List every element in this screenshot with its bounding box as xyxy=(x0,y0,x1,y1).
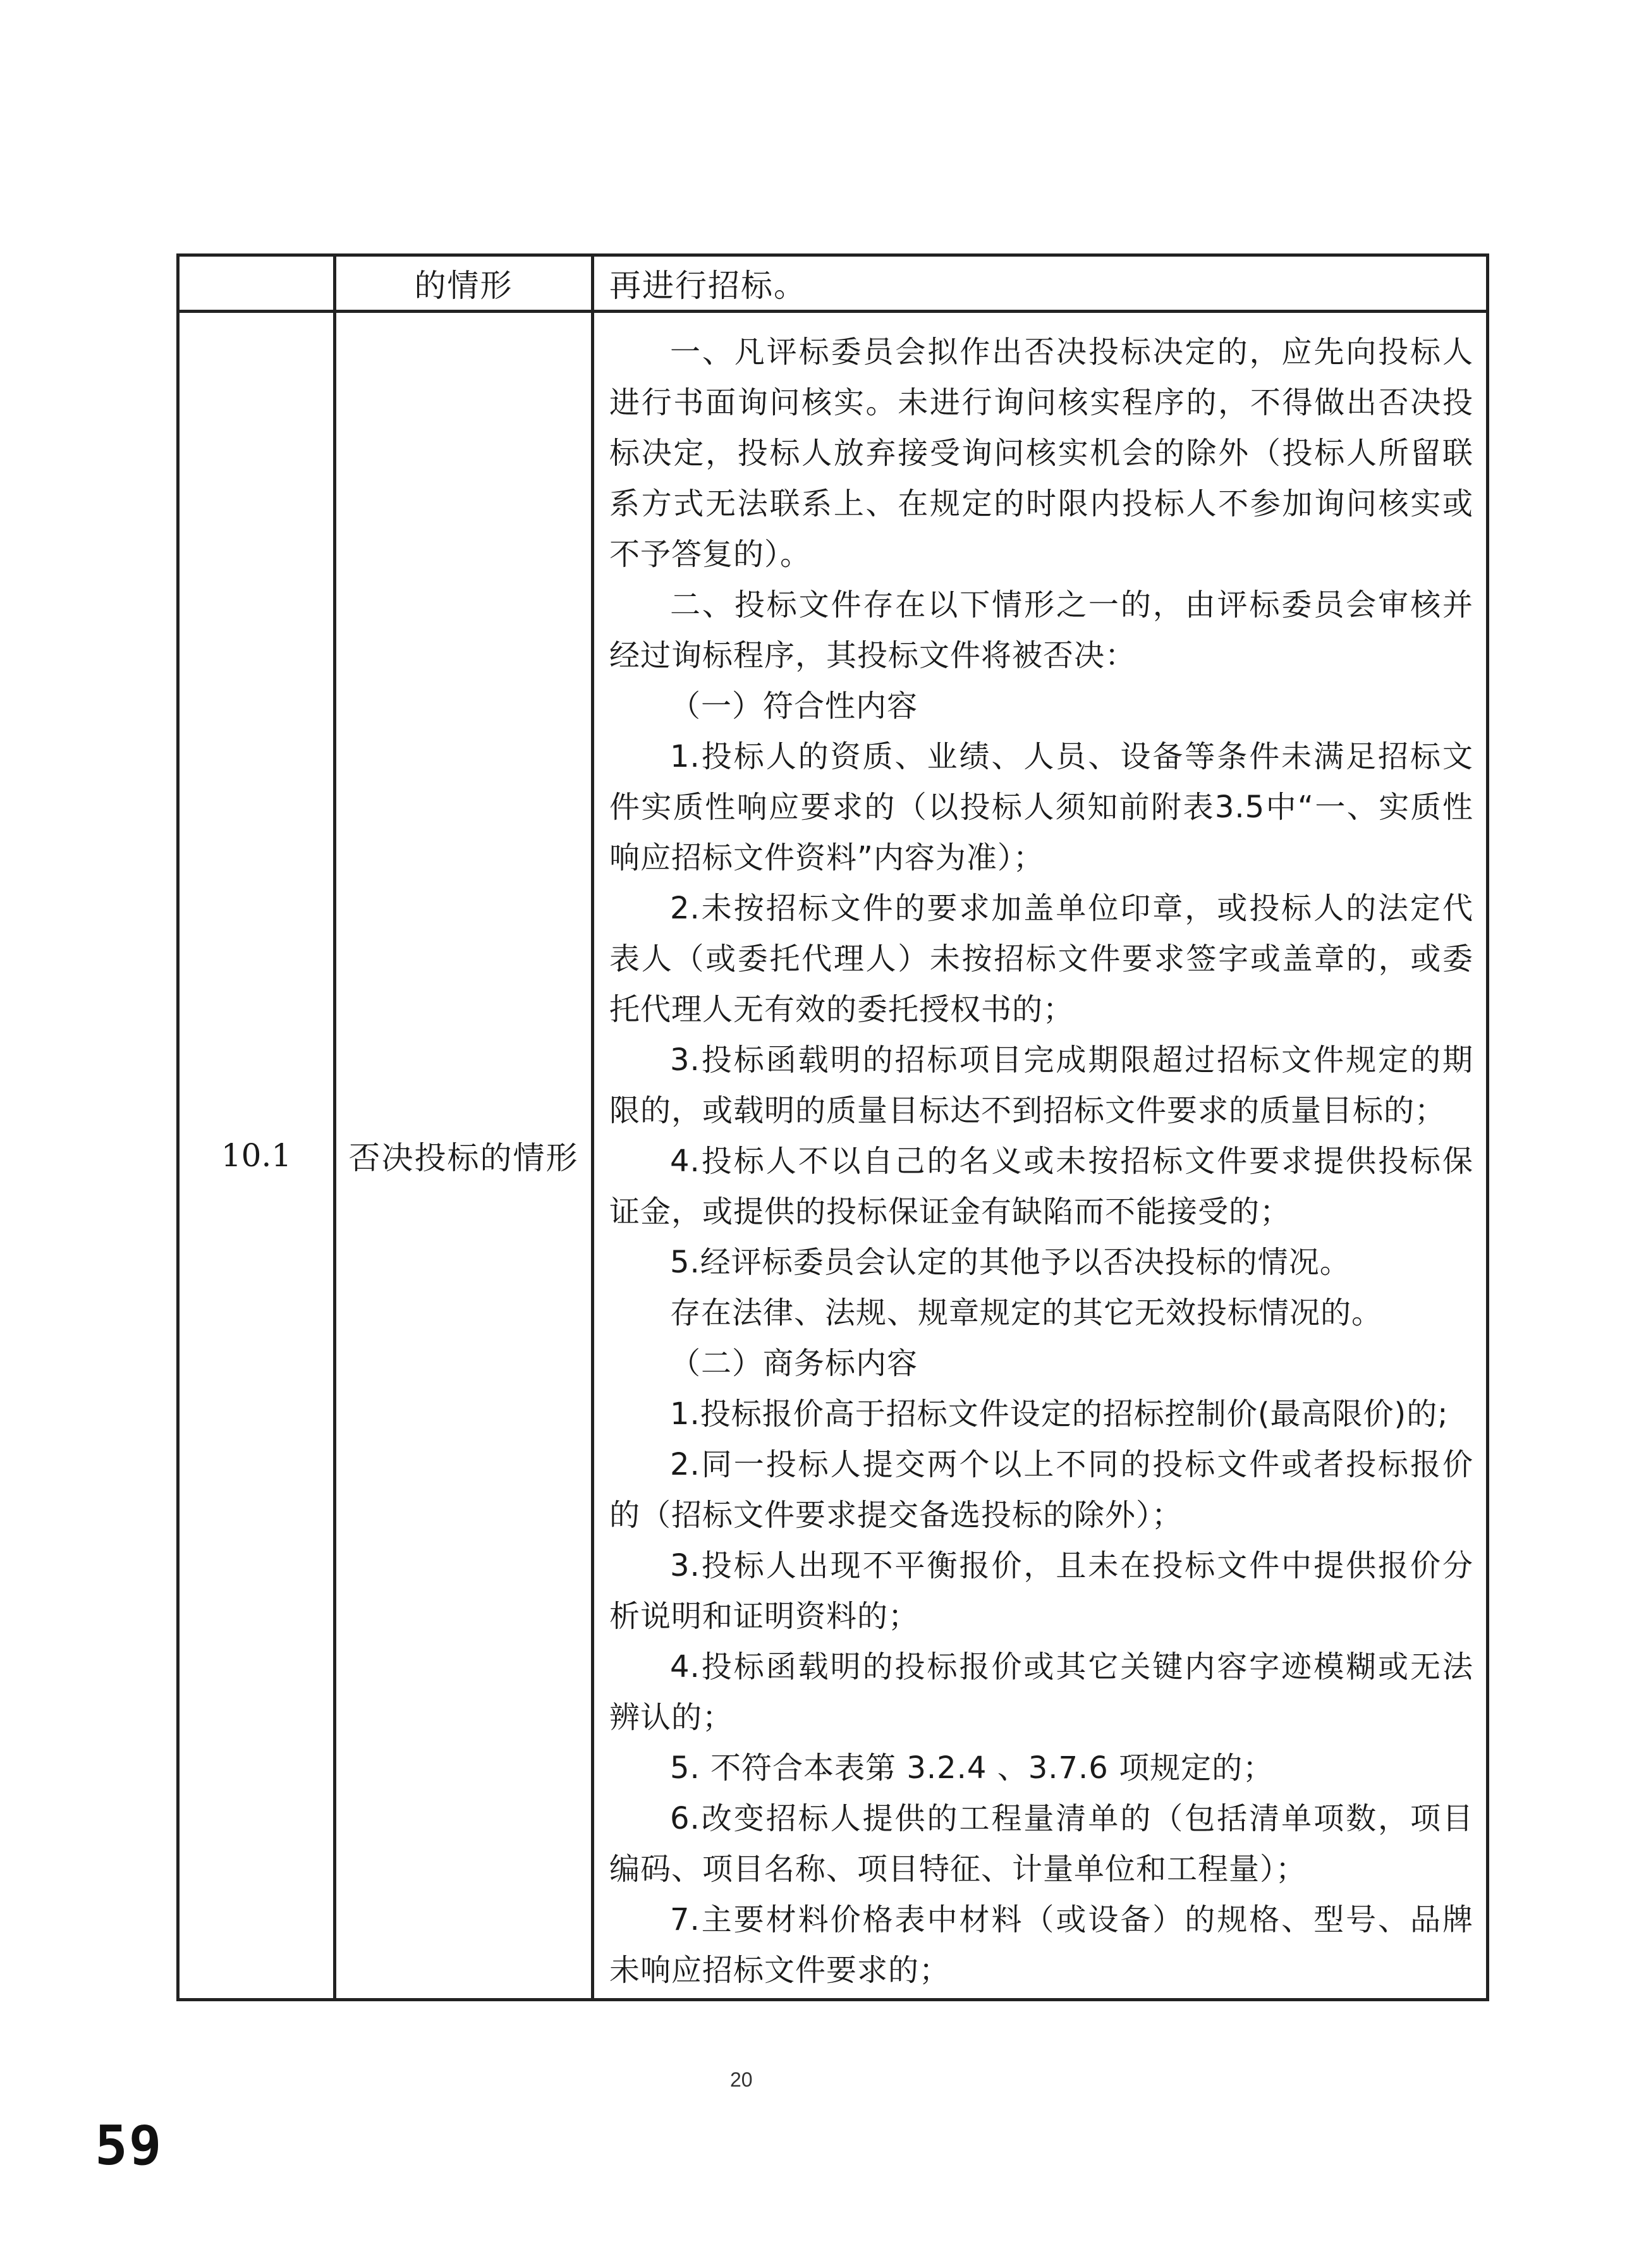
table-row xyxy=(178,312,1488,2000)
stamped-page-number: 59 xyxy=(95,2114,163,2178)
list-item: 1.投标报价高于招标文件设定的招标控制价(最高限价)的; xyxy=(670,1396,1449,1432)
section-heading: （二）商务标内容 xyxy=(670,1346,918,1381)
paragraph: 一、凡评标委员会拟作出否决投标决定的，应先向投标人进行书面询问核实。未进行询问核实程序的，不得做出否决投标决定，投标人放弃接受询问核实机会的除外（投标人所留联系方式无法联系上、在规定的时限内投标人不参加询问核实或不予答复的）。 xyxy=(609,334,1473,572)
page-number: 20 xyxy=(730,2068,753,2091)
clause-number-cell xyxy=(178,255,335,312)
paragraph: 存在法律、法规、规章规定的其它无效投标情况的。 xyxy=(670,1295,1383,1331)
list-item: 3.投标函载明的招标项目完成期限超过招标文件规定的期限的，或载明的质量目标达不到招标文件要求的质量目标的； xyxy=(609,1042,1473,1128)
bid-rejection-table xyxy=(176,253,1489,2001)
list-item: 4.投标函载明的投标报价或其它关键内容字迹模糊或无法辨认的； xyxy=(609,1649,1473,1735)
list-item: 1.投标人的资质、业绩、人员、设备等条件未满足招标文件实质性响应要求的（以投标人须知前附表3.5中“一、实质性响应招标文件资料”内容为准）； xyxy=(609,739,1473,875)
list-item: 2.同一投标人提交两个以上不同的投标文件或者投标报价的（招标文件要求提交备选投标的除外）； xyxy=(609,1447,1473,1533)
list-item: 2.未按招标文件的要求加盖单位印章，或投标人的法定代表人（或委托代理人）未按招标文件要求签字或盖章的，或委托代理人无有效的委托授权书的； xyxy=(609,891,1473,1027)
clause-content-cell xyxy=(593,312,1488,2000)
clause-number-cell: 10.1 xyxy=(178,312,335,2000)
list-item: 7.主要材料价格表中材料（或设备）的规格、型号、品牌未响应招标文件要求的； xyxy=(609,1902,1473,1988)
list-item: 5.经评标委员会认定的其他予以否决投标的情况。 xyxy=(670,1245,1351,1280)
table-row xyxy=(178,255,1488,312)
clause-content-cell: 再进行招标。 xyxy=(593,255,1488,312)
paragraph: 二、投标文件存在以下情形之一的，由评标委员会审核并经过询标程序，其投标文件将被否决： xyxy=(609,587,1473,673)
clause-name-cell: 的情形 xyxy=(335,255,593,312)
list-item: 4.投标人不以自己的名义或未按招标文件要求提供投标保证金，或提供的投标保证金有缺陷而不能接受的； xyxy=(609,1143,1473,1229)
list-item: 3.投标人出现不平衡报价，且未在投标文件中提供报价分析说明和证明资料的； xyxy=(609,1548,1473,1634)
list-item: 6.改变招标人提供的工程量清单的（包括清单项数，项目编码、项目名称、项目特征、计量单位和工程量）； xyxy=(609,1801,1473,1887)
section-heading: （一）符合性内容 xyxy=(670,688,918,724)
list-item: 5. 不符合本表第 3.2.4 、3.7.6 项规定的； xyxy=(670,1750,1274,1786)
clause-name-cell: 否决投标的情形 xyxy=(335,312,593,2000)
